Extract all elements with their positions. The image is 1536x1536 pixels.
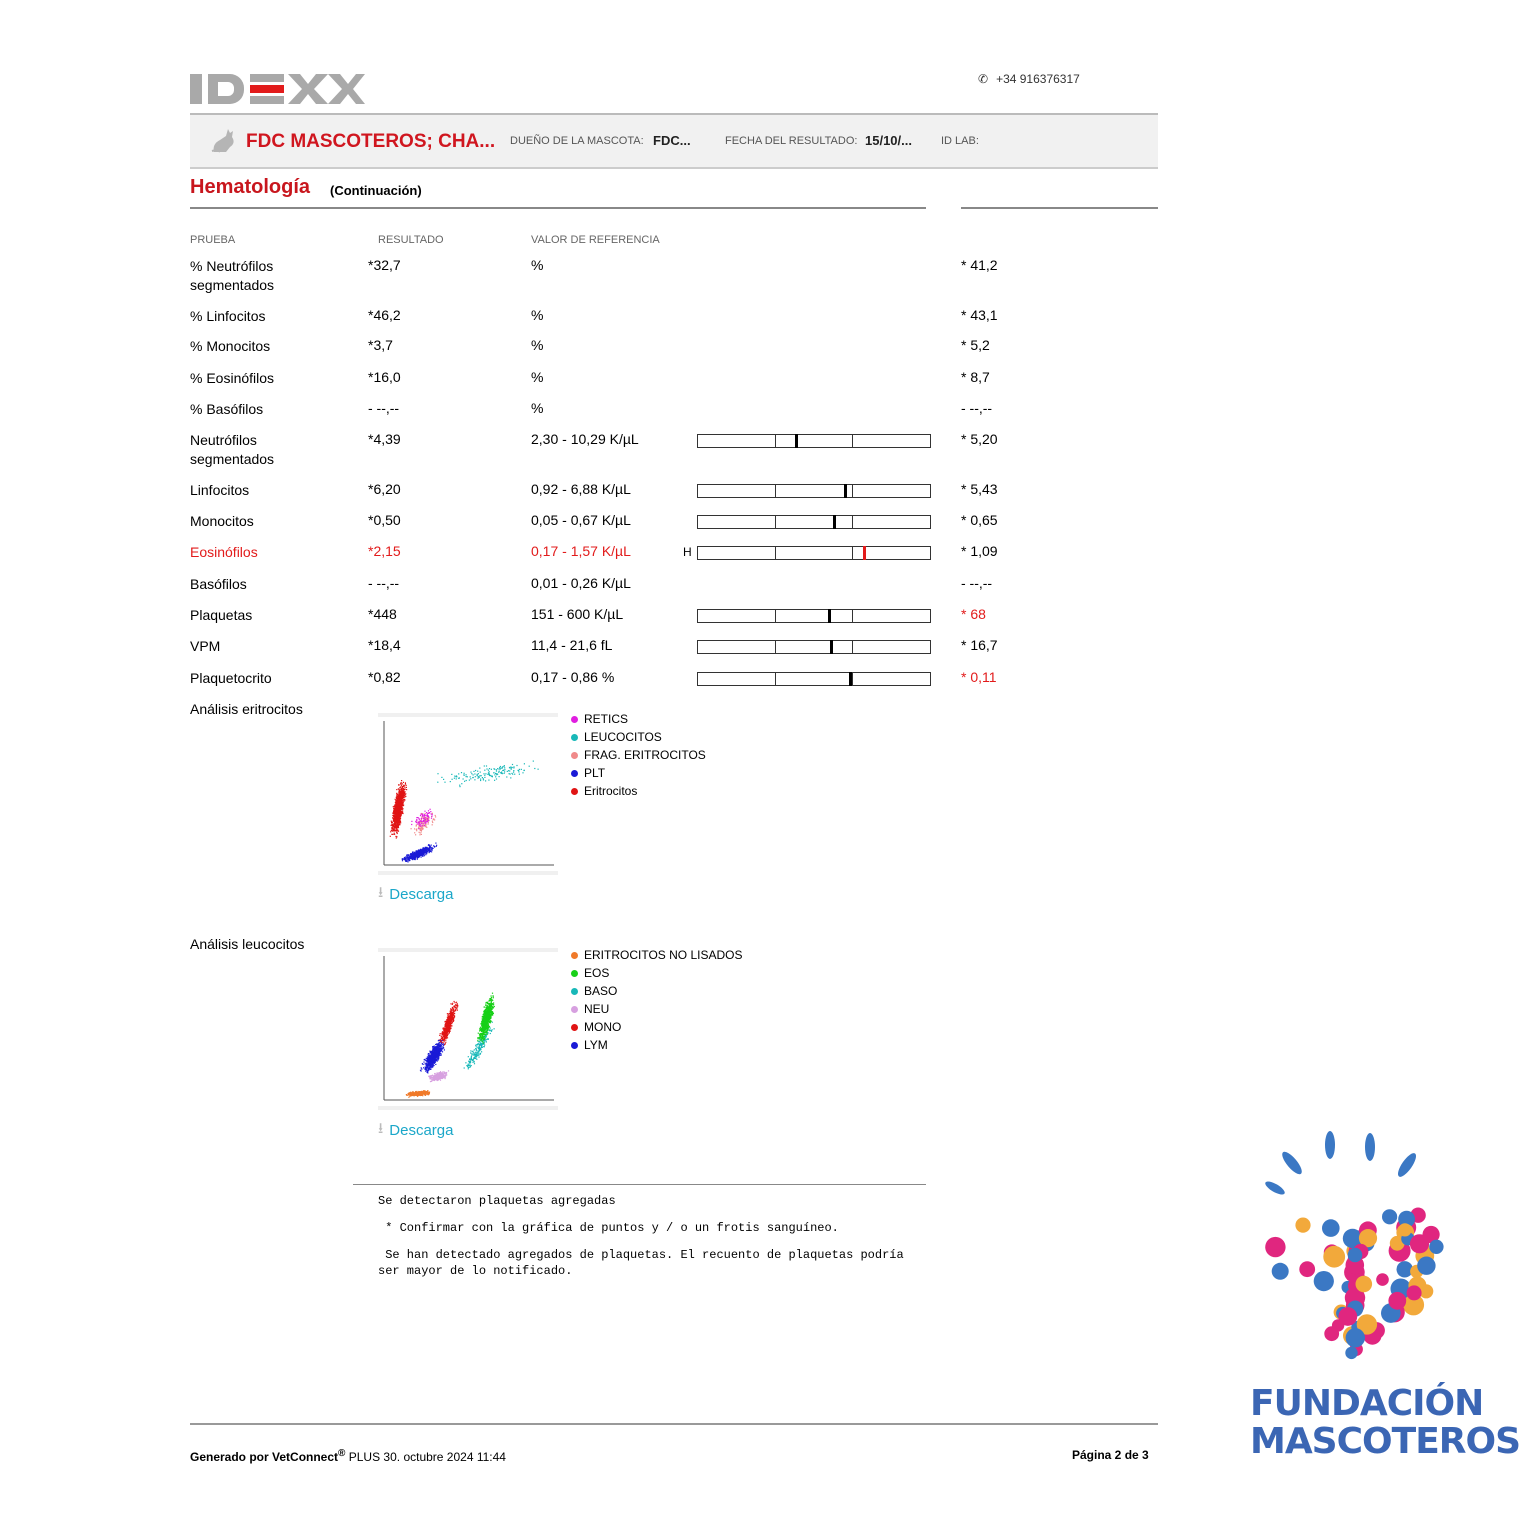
legend-label: MONO (584, 1020, 622, 1034)
range-bar (697, 609, 931, 623)
legend-dot (571, 1042, 578, 1049)
range-marker (844, 484, 847, 498)
previous-result: * 43,1 (961, 307, 998, 323)
download-icon: ⭳ (378, 1120, 384, 1137)
previous-result: * 8,7 (961, 369, 990, 385)
test-result: *3,7 (368, 337, 393, 353)
legend-item (571, 982, 742, 1000)
cat-icon (210, 127, 238, 153)
legend-item (571, 964, 742, 982)
legend-dot (571, 952, 578, 959)
test-result: - --,-- (368, 575, 400, 591)
column-header-test: PRUEBA (190, 234, 236, 246)
legend-item (571, 1036, 742, 1054)
previous-result: * 5,20 (961, 431, 998, 447)
legend-dot (571, 988, 578, 995)
rbc-scatter-plot (378, 713, 558, 875)
reference-range: 11,4 - 21,6 fL (531, 637, 613, 653)
test-name: Neutrófilos segmentados (190, 432, 275, 467)
note-2: * Confirmar con la gráfica de puntos y / o un frotis sanguíneo. (378, 1221, 839, 1235)
test-result: *0,82 (368, 669, 401, 685)
test-result: *6,20 (368, 481, 401, 497)
registered-mark: ® (338, 1448, 346, 1459)
lab-id-label: ID LAB: (941, 135, 979, 147)
test-result: *0,50 (368, 512, 401, 528)
test-result: *46,2 (368, 307, 401, 323)
legend-label: PLT (584, 766, 606, 780)
range-bar (697, 640, 931, 654)
test-name: % Eosinófilos (190, 370, 275, 386)
date-value: 15/10/... (865, 133, 912, 148)
legend-item (571, 764, 706, 782)
high-flag: H (683, 545, 692, 559)
note-3: Se han detectado agregados de plaquetas. El recuento de plaquetas podría ser mayor de lo notificado. (378, 1248, 904, 1278)
generated-date: PLUS 30. octubre 2024 11:44 (345, 1450, 506, 1464)
test-name: Monocitos (190, 513, 254, 529)
test-name: % Linfocitos (190, 308, 266, 324)
range-marker (863, 546, 866, 560)
reference-range: % (531, 400, 544, 416)
legend-label: BASO (584, 984, 618, 998)
reference-range: % (531, 369, 544, 385)
rbc-analysis-label: Análisis eritrocitos (190, 701, 303, 717)
phone-icon: ✆ (978, 72, 989, 86)
test-result: *2,15 (368, 543, 401, 559)
previous-result: * 5,2 (961, 337, 990, 353)
reference-range: 151 - 600 K/µL (531, 606, 624, 622)
test-name: Basófilos (190, 576, 247, 592)
test-name: Linfocitos (190, 482, 250, 498)
column-header-reference: VALOR DE REFERENCIA (531, 234, 660, 246)
previous-result: - --,-- (961, 400, 993, 416)
legend-item (571, 710, 706, 728)
previous-result: * 0,65 (961, 512, 998, 528)
range-bar (697, 546, 931, 560)
legend-item (571, 782, 706, 800)
legend-item (571, 746, 706, 764)
wbc-analysis-label: Análisis leucocitos (190, 936, 305, 952)
range-bar (697, 434, 931, 448)
contact-phone (978, 72, 1080, 86)
legend-label: LEUCOCITOS (584, 730, 662, 744)
divider (190, 207, 926, 209)
test-result: *4,39 (368, 431, 401, 447)
section-title: Hematología (190, 176, 311, 198)
date-label: FECHA DEL RESULTADO: (725, 135, 858, 147)
range-bar (697, 515, 931, 529)
test-result: *448 (368, 606, 397, 622)
wbc-scatter-plot (378, 948, 558, 1110)
divider (961, 207, 1158, 209)
foundation-name (1250, 1383, 1521, 1462)
foundation-line2: MASCOTEROS (1250, 1421, 1521, 1462)
generated-prefix: Generado por VetConnect (190, 1450, 339, 1464)
previous-result: * 16,7 (961, 637, 998, 653)
owner-value: FDC... (653, 133, 691, 148)
legend-item (571, 1000, 742, 1018)
previous-result: * 1,09 (961, 543, 998, 559)
test-result: *32,7 (368, 257, 401, 273)
test-result: *18,4 (368, 637, 401, 653)
test-name: Eosinófilos (190, 544, 258, 560)
test-result: - --,-- (368, 400, 400, 416)
range-marker (849, 672, 852, 686)
phone-number: +34 916376317 (996, 72, 1080, 86)
legend-item (571, 1018, 742, 1036)
wbc-legend (571, 946, 742, 1054)
legend-label: FRAG. ERITROCITOS (584, 748, 706, 762)
legend-dot (571, 1006, 578, 1013)
test-name: VPM (190, 638, 221, 654)
legend-label: LYM (584, 1038, 608, 1052)
legend-dot (571, 716, 578, 723)
download-label: Descarga (389, 886, 454, 903)
section-subtitle: (Continuación) (330, 183, 422, 198)
previous-result: * 41,2 (961, 257, 998, 273)
reference-range: % (531, 337, 544, 353)
patient-name: FDC MASCOTEROS; CHA... (246, 131, 496, 152)
page-number: Página 2 de 3 (1072, 1448, 1149, 1462)
legend-label: EOS (584, 966, 610, 980)
legend-label: NEU (584, 1002, 610, 1016)
rbc-download-link[interactable] (378, 882, 453, 907)
legend-dot (571, 1024, 578, 1031)
range-marker (833, 515, 836, 529)
reference-range: 0,01 - 0,26 K/µL (531, 575, 631, 591)
test-name: % Neutrófilos segmentados (190, 258, 275, 293)
legend-dot (571, 970, 578, 977)
foundation-line1: FUNDACIÓN (1250, 1383, 1484, 1424)
reference-range: 0,05 - 0,67 K/µL (531, 512, 631, 528)
test-name: % Monocitos (190, 338, 271, 354)
idexx-logo (190, 72, 365, 108)
test-name: % Basófilos (190, 401, 264, 417)
divider (353, 1184, 926, 1185)
test-result: *16,0 (368, 369, 401, 385)
legend-item (571, 946, 742, 964)
reference-range: 0,92 - 6,88 K/µL (531, 481, 631, 497)
reference-range: 0,17 - 1,57 K/µL (531, 543, 631, 559)
test-name: Plaquetocrito (190, 670, 272, 686)
legend-label: RETICS (584, 712, 629, 726)
rbc-legend (571, 710, 706, 800)
legend-dot (571, 752, 578, 759)
range-bar (697, 484, 931, 498)
range-marker (828, 609, 831, 623)
legend-item (571, 728, 706, 746)
column-header-result: RESULTADO (378, 234, 444, 246)
test-name: Plaquetas (190, 607, 253, 623)
range-marker (795, 434, 798, 448)
reference-range: % (531, 257, 544, 273)
range-marker (830, 640, 833, 654)
download-label: Descarga (389, 1122, 454, 1139)
fundacion-mascoteros-logo-icon (1250, 1125, 1470, 1375)
legend-dot (571, 734, 578, 741)
download-icon: ⭳ (378, 884, 384, 901)
legend-dot (571, 770, 578, 777)
divider (190, 1423, 1158, 1425)
generated-by (190, 1448, 506, 1464)
legend-dot (571, 788, 578, 795)
previous-result: - --,-- (961, 575, 993, 591)
reference-range: 2,30 - 10,29 K/µL (531, 431, 639, 447)
previous-result: * 0,11 (961, 669, 997, 685)
reference-range: 0,17 - 0,86 % (531, 669, 615, 685)
owner-label: DUEÑO DE LA MASCOTA: (510, 135, 644, 147)
legend-label: Eritrocitos (584, 784, 638, 798)
legend-label: ERITROCITOS NO LISADOS (584, 948, 743, 962)
note-1: Se detectaron plaquetas agregadas (378, 1194, 616, 1208)
wbc-download-link[interactable] (378, 1118, 453, 1143)
previous-result: * 5,43 (961, 481, 998, 497)
patient-bar (190, 115, 1158, 169)
range-bar (697, 672, 931, 686)
previous-result: * 68 (961, 606, 986, 622)
reference-range: % (531, 307, 544, 323)
